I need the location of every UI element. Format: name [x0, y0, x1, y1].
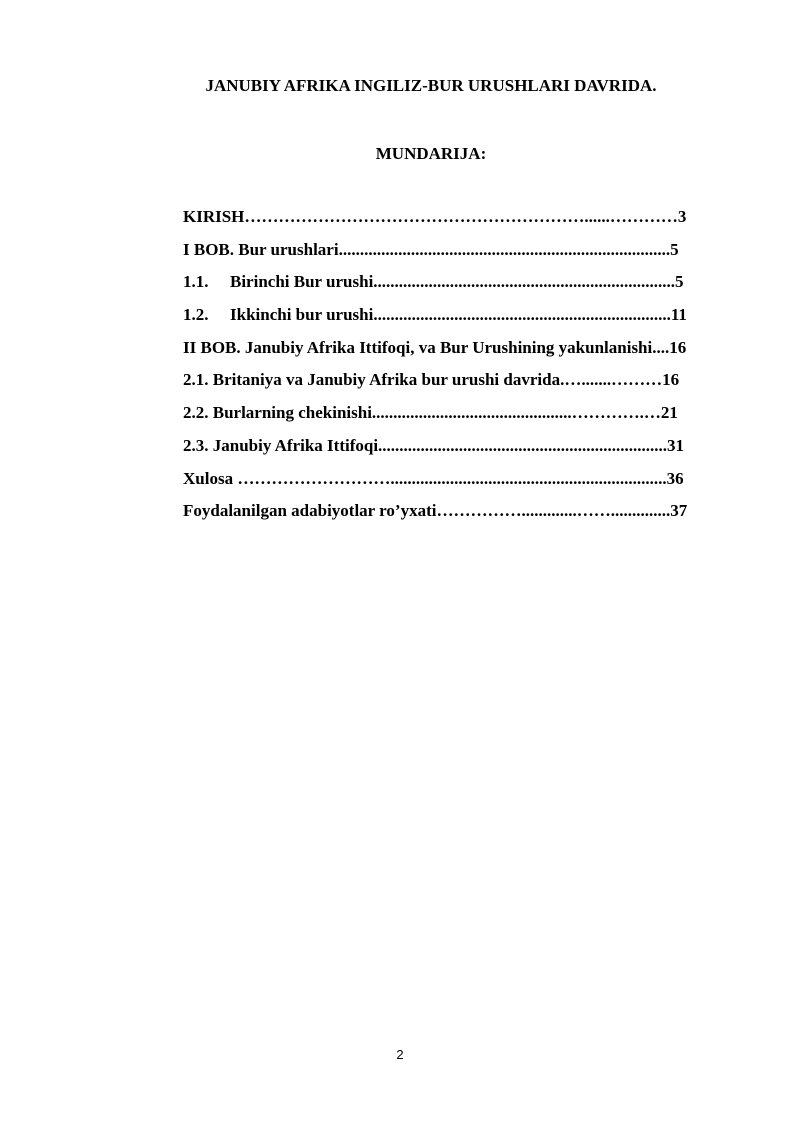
toc-entry-number: 1.2. — [183, 305, 209, 325]
toc-entry-2-3 — [183, 435, 753, 468]
toc-entry-text: Ikkinchi bur urushi......................................................................11 — [230, 305, 687, 325]
toc-entry-text: I BOB. Bur urushlari..............................................................................5 — [183, 239, 679, 259]
toc-entry-chapter-1 — [183, 239, 753, 272]
toc-entry-text: Xulosa ……………………….................................................................36 — [183, 468, 684, 488]
toc-heading: MUNDARIJA: — [375, 144, 487, 163]
toc-entry-text: 2.3. Janubiy Afrika Ittifoqi....................................................................31 — [183, 435, 685, 455]
toc-entry-text: KIRISH……………………………………………………......…………3 — [183, 207, 687, 226]
toc-entry-adabiyotlar — [183, 500, 753, 533]
document-title: JANUBIY AFRIKA INGILIZ-BUR URUSHLARI DAVRIDA. — [205, 76, 657, 95]
toc-entry-text: 2.1. Britaniya va Janubiy Afrika bur urushi davrida.….......………16 — [183, 370, 680, 390]
toc-entry-text: Birinchi Bur urushi.......................................................................5 — [230, 272, 684, 292]
page-number: 2 — [396, 1047, 404, 1062]
toc-entry-text: 2.2. Burlarning chekinishi...............................................………….…21 — [183, 403, 678, 423]
table-of-contents — [183, 206, 753, 533]
toc-entry-2-2 — [183, 402, 753, 435]
toc-entry-kirish — [183, 206, 753, 239]
toc-entry-1-2 — [183, 304, 753, 337]
toc-entry-text: Foydalanilgan adabiyotlar ro’yxati…………….............……..............37 — [183, 501, 688, 521]
toc-entry-number: 1.1. — [183, 272, 209, 292]
toc-entry-chapter-2 — [183, 337, 753, 370]
toc-entry-xulosa — [183, 468, 753, 501]
toc-entry-1-1 — [183, 271, 753, 304]
toc-entry-2-1 — [183, 369, 753, 402]
toc-entry-text: II BOB. Janubiy Afrika Ittifoqi, va Bur Urushining yakunlanishi....16 — [183, 337, 687, 357]
